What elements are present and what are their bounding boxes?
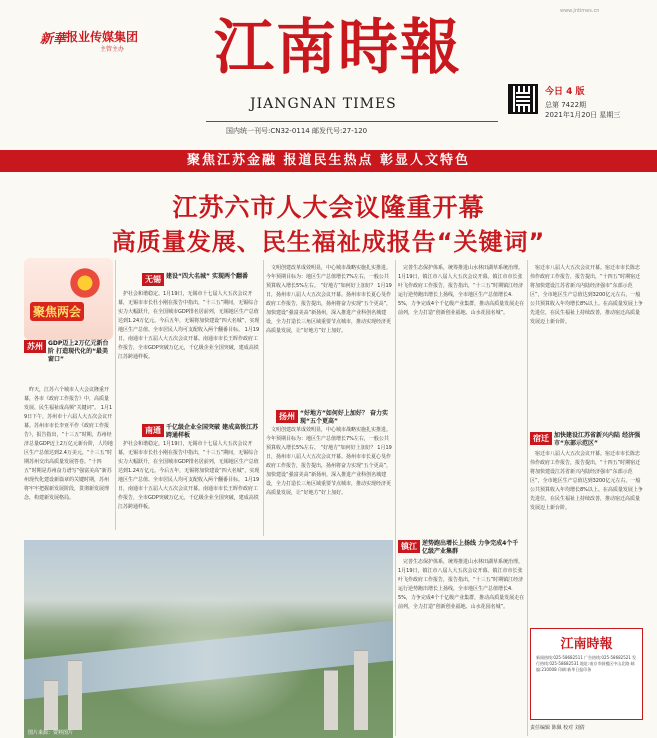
article-text-d: 完善生态保护体系，统筹推进山水林田湖草系统治理。 1月19日，镇江市八届人大五次会议开幕。镇江市市长张叶飞作政府工作报告，报告指出，“十三五”时期镇江经济运行逆势跑出增长上扬线，全市地区生产总值增长4.5%，力争完成4个千亿级产业集群，推动高质量发展走在前列，全力打造“创新创业福地、山水花园名城”。: [398, 265, 525, 316]
column-divider: [263, 260, 264, 536]
article-column-b2: [118, 440, 261, 536]
flower-icon: [68, 266, 102, 300]
website: www.jntimes.cn: [560, 8, 600, 14]
infobox-lines: 新闻热线:025-58682511 广告热线:025-58682521 发行热线:025-58682531 地址:南京市鼓楼区中山北路 邮编:210008 印刷:新华日报印务: [536, 655, 637, 672]
newspaper-title-en: JIANGNAN TIMES: [250, 96, 397, 112]
section-tag-nantong: 南通: [142, 424, 164, 437]
building: [44, 680, 58, 730]
article-column-d: [398, 264, 525, 536]
section-title-wuxi: 建设“四大名城” 实现两个翻番: [166, 273, 248, 280]
section-tag-yangzhou: 扬州: [276, 410, 298, 423]
photo-caption: 图片来源：资料图片: [28, 730, 74, 736]
section-title-yangzhou: “好地方”如何好上加好？ 奋力实现“五个更高”: [300, 410, 388, 425]
article-text-c: 文明创建改革成效明显，中心城市战略实施扎实推进。今年预期目标为：地区生产总值增长7%左右，一般公共预算收入增长5%左右。 “好地方”如何好上加好？ 1月19日，扬州市八届人大五次会议开幕。扬州市市长夏心旻作政府工作报告，报告提出，扬州将奋力实现“五个更高”，加快建设“强富美高”新扬州，深入推进产业科创名城建设，全力打造长三角区域重要节点城市，推动实现经济更高质量发展，让“好地方”好上加好。: [266, 265, 392, 334]
issue-date: 2021年1月20日 星期三: [545, 111, 621, 119]
headline-line2: 高质量发展、民生福祉成报告“关键词”: [111, 228, 546, 256]
slogan-banner: 聚焦江苏金融 报道民生热点 彰显人文特色: [0, 150, 657, 172]
section-title-suzhou: GDP迈上2万亿元新台阶 打造现代化的“最美窗口”: [48, 340, 109, 363]
headline-line1: 江苏六市人大会议隆重开幕: [172, 193, 485, 222]
article-column-e: [530, 264, 643, 428]
building: [354, 650, 368, 730]
section-tag-suqian: 宿迁: [530, 432, 552, 445]
column-divider: [395, 260, 396, 736]
issue-line: 国内统一刊号:CN32-0114 邮发代号:27-120: [226, 127, 368, 135]
two-sessions-graphic: [24, 258, 113, 340]
section-tag-zhenjiang: 镇江: [398, 540, 420, 553]
newspaper-title: 江南時報: [214, 13, 462, 83]
contact-infobox: [530, 628, 643, 720]
masthead-rule: [206, 121, 498, 122]
city-aerial-photo: [24, 540, 393, 738]
article-text-e: 宿迁市八届人大五次会议开幕。宿迁市市长陈忠伟作政府工作报告，报告提出，“十四五”时期宿迁将加快建设江苏省新兴内陆经济强市“东部示范区”，全市地区生产总值达到3200亿元左右，一般公共预算收入年均增长8%以上。在高质量发展上争先进位，在民生福祉上持续改善，推动宿迁高质量发展迈上新台阶。: [530, 265, 643, 325]
article-text-a: 昨天，江苏六个城市人大会议隆重开幕，各市《政府工作报告》中，高质量发展、民生福祉成高频“关键词”。 1月19日下午，苏州市十六届人大五次会议开幕。苏州市市长李亚平作《政府工作报告》，报告指出，“十三五”时期，苏州经济总量GDP迈上2万亿元新台阶，人均地区生产总值达到2.4万美元，“十三五”时期苏州交出高质量发展答卷。“十四五”时期是苏州奋力谱写“强富美高”新苏州现代化建设新篇章的关键时期，苏州将牢牢把握新发展阶段，贯彻新发展理念，构建新发展格局。: [24, 387, 113, 501]
section-title-nantong: 千亿级企业全国突破 建成高铁江苏跨通样板: [166, 424, 259, 439]
infobox-logo: 江南時報: [560, 637, 613, 652]
publisher-sub: 主管主办: [100, 46, 125, 53]
section-tag-suzhou: 苏州: [24, 340, 46, 353]
publisher-logo: 新華: [40, 32, 67, 47]
two-sessions-tag: 聚焦两会: [30, 302, 84, 321]
editor-credits: 责任编辑 陈佩 校对 刘倩: [530, 725, 585, 731]
article-column-e2: [530, 450, 643, 622]
section-title-suqian: 加快建设江苏省新兴内陆 经济强市“东部示范区”: [554, 432, 641, 447]
article-text-d2: 完善生态保护体系，统筹推进山水林田湖草系统治理。 1月19日，镇江市八届人大五次会议开幕。镇江市市长张叶飞作政府工作报告，报告指出，“十三五”时期镇江经济运行逆势跑出增长上扬线，全市地区生产总值增长4.5%，力争完成4个千亿级产业集群，推动高质量发展走在前列，全力打造“创新创业福地、山水花园名城”。: [398, 559, 525, 610]
page-count: 今日 4 版: [545, 87, 585, 97]
article-text-b: 护社会和谐稳定。1月19日，无锡市十七届人大五次会议开幕，无锡市市长杜小刚在报告中指出，“十三五”期间，无锡综合实力大幅跃升，在全国城市GDP排名居前列，无锡地区生产总值达到1.24万亿元。今后五年，无锡将加快建设“四大名城”，实现地区生产总值、全市居民人均可支配收入两个翻番目标。 1月19日，南通市十五届人大五次会议开幕。南通市市长王晖作政府工作报告，全市GDP突破万亿元，千亿级企业全国突破，建成高铁江苏跨通样板。: [118, 291, 260, 360]
column-divider: [527, 260, 528, 736]
building: [68, 660, 82, 730]
qr-code-icon: [508, 84, 538, 114]
section-title-zhenjiang: 逆势跑出增长上扬线 力争完成4个千亿级产业集群: [422, 540, 519, 555]
issue-number: 总第 7422期: [545, 100, 587, 109]
column-divider: [115, 260, 116, 530]
article-text-e2: 宿迁市八届人大五次会议开幕。宿迁市市长陈忠伟作政府工作报告，报告提出，“十四五”时期宿迁将加快建设江苏省新兴内陆经济强市“东部示范区”，全市地区生产总值达到3200亿元左右，一般公共预算收入年均增长8%以上。在高质量发展上争先进位，在民生福祉上持续改善，推动宿迁高质量发展迈上新台阶。: [530, 451, 643, 511]
article-text-c2: 文明创建改革成效明显，中心城市战略实施扎实推进。今年预期目标为：地区生产总值增长7%左右，一般公共预算收入增长5%左右。 “好地方”如何好上加好？ 1月19日，扬州市八届人大五次会议开幕。扬州市市长夏心旻作政府工作报告，报告提出，扬州将奋力实现“五个更高”，加快建设“强富美高”新扬州，深入推进产业科创名城建设，全力打造长三角区域重要节点城市，推动实现经济更高质量发展，让“好地方”好上加好。: [266, 427, 392, 496]
article-column-c: [266, 264, 393, 408]
article-column-b: [118, 290, 261, 420]
section-tag-wuxi: 无锡: [142, 273, 164, 286]
building: [324, 670, 338, 730]
article-text-b2: 护社会和谐稳定。1月19日，无锡市十七届人大五次会议开幕，无锡市市长杜小刚在报告中指出，“十三五”期间，无锡综合实力大幅跃升，在全国城市GDP排名居前列，无锡地区生产总值达到1.24万亿元。今后五年，无锡将加快建设“四大名城”，实现地区生产总值、全市居民人均可支配收入两个翻番目标。 1月19日，南通市十五届人大五次会议开幕。南通市市长王晖作政府工作报告，全市GDP突破万亿元，千亿级企业全国突破，建成高铁江苏跨通样板。: [118, 441, 260, 510]
article-column-d2: [398, 558, 525, 734]
publisher-name: 报业传媒集团: [66, 30, 139, 44]
date-block: [545, 86, 620, 121]
article-column-c2: [266, 426, 393, 536]
masthead: [0, 0, 657, 152]
